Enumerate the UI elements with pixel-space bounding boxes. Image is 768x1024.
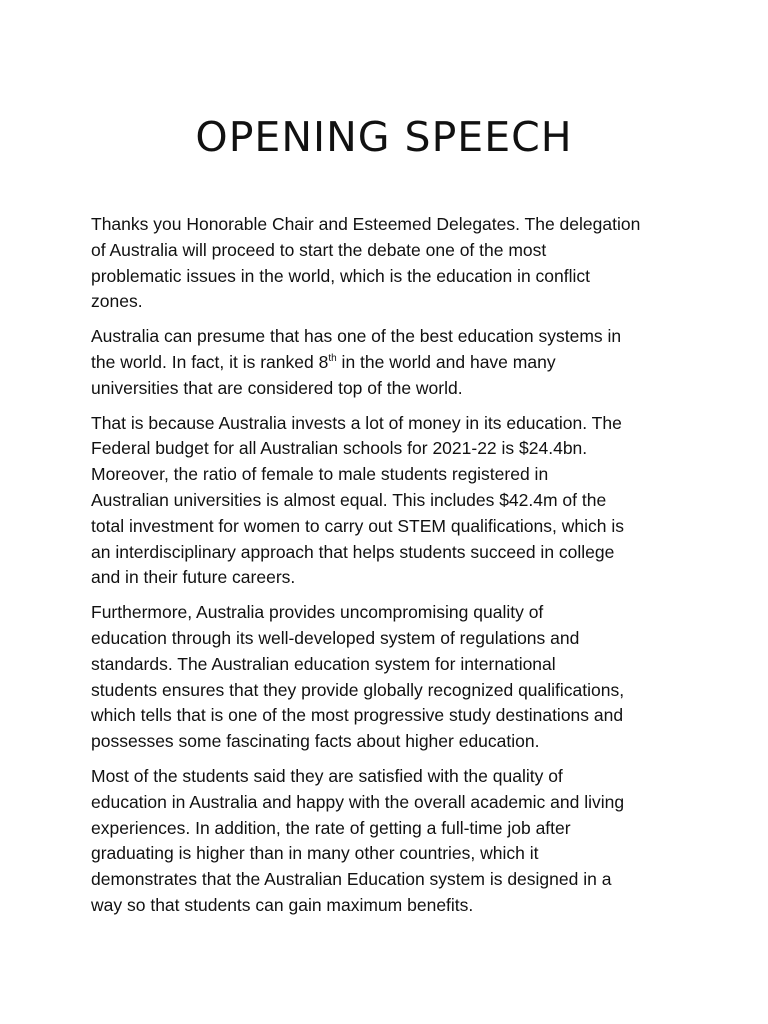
text-line: universities that are considered top of the world. <box>91 377 463 398</box>
text-line: total investment for women to carry out STEM qualifications, which is <box>91 515 624 536</box>
paragraph-3 <box>91 411 683 592</box>
text-line: an interdisciplinary approach that helps students succeed in college <box>91 541 615 562</box>
text-line: education through its well-developed system of regulations and <box>91 627 580 648</box>
text-line: Most of the students said they are satisfied with the quality of <box>91 765 563 786</box>
text-line: Australian universities is almost equal. This includes $42.4m of the <box>91 489 607 510</box>
text-line: problematic issues in the world, which is the education in conflict <box>91 265 590 286</box>
text-line: graduating is higher than in many other countries, which it <box>91 843 539 864</box>
text-line: Federal budget for all Australian schools for 2021-22 is $24.4bn. <box>91 438 588 459</box>
text-line: Australia can presume that has one of the best education systems in <box>91 326 622 347</box>
text-line: possesses some fascinating facts about higher education. <box>91 731 540 752</box>
text-line: Thanks you Honorable Chair and Esteemed Delegates. The delegation <box>91 214 641 234</box>
text-line: demonstrates that the Australian Education system is designed in a <box>91 869 612 890</box>
paragraph-5 <box>91 764 683 919</box>
speech-body <box>91 212 683 928</box>
text-line: students ensures that they provide globally recognized qualifications, <box>91 679 625 700</box>
paragraph-2 <box>91 324 683 401</box>
paragraph-4 <box>91 600 683 755</box>
text-line: Furthermore, Australia provides uncompromising quality of <box>91 602 544 623</box>
text-line: That is because Australia invests a lot of money in its education. The <box>91 412 622 433</box>
text-line: which tells that is one of the most progressive study destinations and <box>91 705 624 726</box>
text-line: experiences. In addition, the rate of getting a full-time job after <box>91 817 571 838</box>
text-segment: in the world and have many <box>336 351 556 372</box>
text-line-with-ordinal <box>91 350 683 376</box>
text-line: Moreover, the ratio of female to male students registered in <box>91 464 549 485</box>
text-segment: the world. In fact, it is ranked 8 <box>91 351 329 372</box>
paragraph-1 <box>91 212 683 315</box>
text-line: zones. <box>91 291 143 312</box>
text-line: standards. The Australian education system for international <box>91 653 556 674</box>
text-line: of Australia will proceed to start the debate one of the most <box>91 239 547 260</box>
text-line: way so that students can gain maximum benefits. <box>91 894 474 915</box>
page-title: OPENING SPEECH <box>195 113 573 161</box>
text-line: and in their future careers. <box>91 567 296 588</box>
text-line: education in Australia and happy with the overall academic and living <box>91 791 625 812</box>
ordinal-superscript: th <box>328 352 337 364</box>
